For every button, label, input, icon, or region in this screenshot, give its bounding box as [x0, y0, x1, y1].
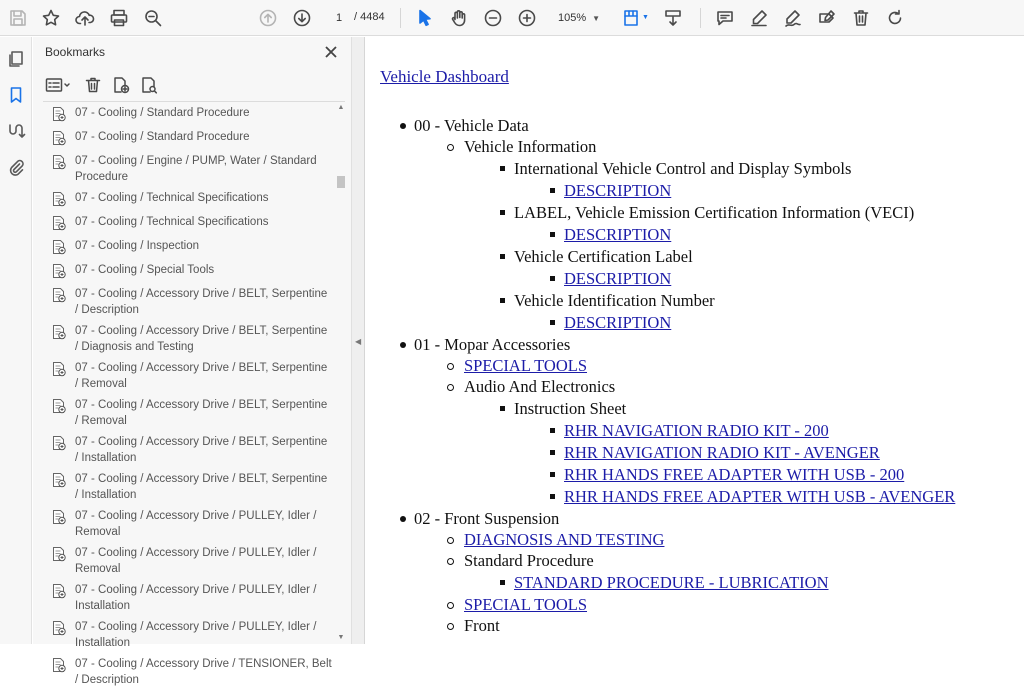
bookmark-label: 07 - Cooling / Accessory Drive / BELT, Serpentine / Diagnosis and Testing [75, 325, 328, 353]
page-number-input[interactable] [326, 8, 352, 28]
bookmark-item[interactable] [51, 470, 333, 507]
subsection-heading: Audio And Electronics [464, 377, 616, 396]
zoom-in-icon[interactable] [514, 5, 540, 31]
delete-icon[interactable] [848, 5, 874, 31]
bookmark-list [51, 104, 333, 686]
bookmark-item[interactable] [51, 261, 333, 285]
document-view [366, 37, 1024, 644]
stamp-icon[interactable] [814, 5, 840, 31]
bookmark-label: 07 - Cooling / Accessory Drive / TENSIONER, Belt / Description [75, 658, 332, 686]
panel-splitter[interactable] [351, 37, 365, 644]
outline-link[interactable]: RHR HANDS FREE ADAPTER WITH USB - 200 [564, 464, 905, 484]
topic-heading: Vehicle Certification Label [514, 246, 693, 266]
attachments-link-icon[interactable] [3, 118, 29, 144]
scrollbar-thumb[interactable] [337, 176, 345, 188]
section-heading: 02 - Front Suspension [414, 508, 560, 528]
outline-section [414, 508, 1014, 637]
outline-item [564, 268, 1014, 290]
outline-link[interactable]: DESCRIPTION [564, 268, 672, 288]
page-down-icon[interactable] [289, 5, 315, 31]
bookmark-label: 07 - Cooling / Accessory Drive / PULLEY, Idler / Installation [75, 584, 317, 612]
panel-divider [43, 101, 345, 102]
page-total: / 4484 [354, 11, 385, 23]
bookmark-page-icon [51, 435, 69, 453]
outline-topic [514, 158, 1014, 202]
toolbar-divider [700, 8, 701, 28]
outline-topic [514, 398, 1014, 508]
bookmark-page-icon [51, 324, 69, 342]
bookmark-item[interactable] [51, 581, 333, 618]
bookmark-item[interactable] [51, 507, 333, 544]
bookmark-page-icon [51, 215, 69, 233]
bookmark-page-icon [51, 154, 69, 172]
sign-icon[interactable] [780, 5, 806, 31]
bookmark-label: 07 - Cooling / Accessory Drive / PULLEY, Idler / Removal [75, 510, 317, 538]
outline-link[interactable]: SPECIAL TOOLS [464, 594, 588, 614]
outline-link[interactable]: DIAGNOSIS AND TESTING [464, 529, 665, 549]
star-icon[interactable] [38, 5, 64, 31]
outline-link[interactable]: SPECIAL TOOLS [464, 355, 588, 375]
topic-heading: Vehicle Identification Number [514, 290, 715, 310]
upload-icon[interactable] [72, 5, 98, 31]
bookmark-item[interactable] [51, 128, 333, 152]
outline-link[interactable]: DESCRIPTION [564, 224, 672, 244]
subsection-heading: Vehicle Information [464, 137, 597, 156]
main-toolbar [0, 0, 1024, 36]
scroll-mode-icon[interactable] [660, 5, 686, 31]
bookmark-page-icon [51, 546, 69, 564]
bookmark-label: 07 - Cooling / Engine / PUMP, Water / Standard Procedure [75, 155, 317, 183]
outline-link[interactable]: RHR NAVIGATION RADIO KIT - 200 [564, 420, 829, 440]
outline-subsection [464, 615, 1014, 637]
fit-page-icon[interactable] [618, 5, 644, 31]
subsection-heading: Standard Procedure [464, 551, 594, 570]
close-icon[interactable] [321, 42, 341, 62]
delete-bookmark-icon[interactable] [81, 73, 105, 97]
scroll-up-icon[interactable]: ▲ [337, 104, 345, 111]
outline-item [564, 312, 1014, 334]
bookmark-page-icon [51, 509, 69, 527]
topic-heading: LABEL, Vehicle Emission Certification Information (VECI) [514, 202, 915, 222]
new-bookmark-icon[interactable] [109, 73, 133, 97]
topic-heading: International Vehicle Control and Display Symbols [514, 158, 852, 178]
select-cursor-icon[interactable] [412, 5, 438, 31]
section-heading: 00 - Vehicle Data [414, 116, 529, 135]
bookmark-item[interactable] [51, 152, 333, 189]
chevron-down-icon[interactable]: ▼ [642, 14, 649, 21]
bookmark-label: 07 - Cooling / Standard Procedure [75, 131, 250, 143]
toolbar-divider [400, 8, 401, 28]
bookmark-options-icon[interactable] [43, 73, 73, 97]
bookmark-label: 07 - Cooling / Accessory Drive / BELT, Serpentine / Installation [75, 436, 328, 464]
outline-link[interactable]: DESCRIPTION [564, 180, 672, 200]
bookmark-item[interactable] [51, 618, 333, 655]
document-outline [414, 115, 1014, 637]
bookmark-page-icon [51, 620, 69, 638]
bookmark-item[interactable] [51, 359, 333, 396]
bookmark-item[interactable] [51, 544, 333, 581]
collapse-panel-icon[interactable]: ◀ [355, 337, 362, 346]
outline-item [564, 224, 1014, 246]
outline-subsection [464, 529, 1014, 551]
bookmark-label: 07 - Cooling / Accessory Drive / PULLEY, Idler / Installation [75, 621, 317, 649]
outline-topic [514, 290, 1014, 334]
bookmark-item[interactable] [51, 285, 333, 322]
scroll-down-icon[interactable]: ▼ [337, 634, 345, 641]
save-icon[interactable] [5, 5, 31, 31]
outline-subsection [464, 550, 1014, 594]
outline-subsection [464, 355, 1014, 377]
bookmark-label: 07 - Cooling / Special Tools [75, 264, 215, 276]
outline-section [414, 115, 1014, 334]
bookmarks-panel [33, 37, 351, 686]
bookmark-label: 07 - Cooling / Accessory Drive / BELT, Serpentine / Description [75, 288, 328, 316]
bookmark-item[interactable] [51, 213, 333, 237]
outline-link[interactable]: STANDARD PROCEDURE - LUBRICATION [514, 572, 829, 592]
outline-section [414, 334, 1014, 508]
zoom-search-icon[interactable] [140, 5, 166, 31]
bookmark-item[interactable] [51, 396, 333, 433]
outline-subsection [464, 376, 1014, 508]
bookmark-page-icon [51, 239, 69, 257]
outline-link[interactable]: RHR HANDS FREE ADAPTER WITH USB - AVENGER [564, 486, 956, 506]
bookmark-label: 07 - Cooling / Accessory Drive / BELT, Serpentine / Installation [75, 473, 328, 501]
outline-topic [514, 246, 1014, 290]
outline-item [564, 486, 1014, 508]
bookmark-item[interactable] [51, 104, 333, 128]
outline-subsection [464, 594, 1014, 616]
bookmark-label: 07 - Cooling / Technical Specifications [75, 216, 269, 228]
page-up-icon[interactable] [255, 5, 281, 31]
bookmark-label: 07 - Cooling / Accessory Drive / BELT, Serpentine / Removal [75, 362, 328, 390]
bookmark-label: 07 - Cooling / Accessory Drive / BELT, Serpentine / Removal [75, 399, 328, 427]
bookmark-tools [41, 73, 341, 99]
zoom-value: 105% [558, 12, 587, 24]
bookmark-label: 07 - Cooling / Accessory Drive / PULLEY, Idler / Removal [75, 547, 317, 575]
bookmark-page-icon [51, 106, 69, 124]
outline-topic [514, 572, 1014, 594]
bookmark-scrollbar[interactable] [335, 104, 347, 644]
bookmark-item[interactable] [51, 189, 333, 213]
bookmark-page-icon [51, 583, 69, 601]
document-title-link[interactable]: Vehicle Dashboard [380, 67, 509, 86]
outline-item [564, 442, 1014, 464]
bookmark-page-icon [51, 472, 69, 490]
comment-icon[interactable] [712, 5, 738, 31]
bookmark-page-icon [51, 130, 69, 148]
bookmark-page-icon [51, 287, 69, 305]
bookmark-page-icon [51, 361, 69, 379]
panel-title: Bookmarks [45, 45, 106, 59]
print-icon[interactable] [106, 5, 132, 31]
bookmark-label: 07 - Cooling / Inspection [75, 240, 200, 252]
bookmark-item[interactable] [51, 655, 333, 692]
outline-topic [514, 202, 1014, 246]
bookmark-item[interactable] [51, 433, 333, 470]
bookmark-page-icon [51, 657, 69, 675]
outline-subsection [464, 136, 1014, 334]
outline-item [564, 180, 1014, 202]
bookmark-label: 07 - Cooling / Technical Specifications [75, 192, 269, 204]
highlight-pen-icon[interactable] [746, 5, 772, 31]
bookmark-search-icon[interactable] [137, 73, 161, 97]
subsection-heading: Front [464, 616, 500, 635]
outline-item [564, 464, 1014, 486]
bookmark-page-icon [51, 263, 69, 281]
outline-link[interactable]: DESCRIPTION [564, 312, 672, 332]
bookmark-page-icon [51, 398, 69, 416]
bookmark-item[interactable] [51, 237, 333, 261]
bookmark-page-icon [51, 191, 69, 209]
bookmarks-icon[interactable] [3, 82, 29, 108]
hand-tool-icon[interactable] [446, 5, 472, 31]
chevron-down-icon: ▼ [592, 13, 600, 23]
zoom-out-icon[interactable] [480, 5, 506, 31]
topic-heading: Instruction Sheet [514, 398, 627, 418]
rotate-icon[interactable] [882, 5, 908, 31]
zoom-dropdown[interactable] [550, 7, 606, 29]
section-heading: 01 - Mopar Accessories [414, 334, 571, 354]
left-navigation-rail [0, 37, 32, 644]
pages-icon[interactable] [3, 46, 29, 72]
outline-link[interactable]: RHR NAVIGATION RADIO KIT - AVENGER [564, 442, 880, 462]
outline-item [564, 420, 1014, 442]
paperclip-icon[interactable] [3, 154, 29, 180]
bookmark-item[interactable] [51, 322, 333, 359]
bookmark-label: 07 - Cooling / Standard Procedure [75, 107, 250, 119]
